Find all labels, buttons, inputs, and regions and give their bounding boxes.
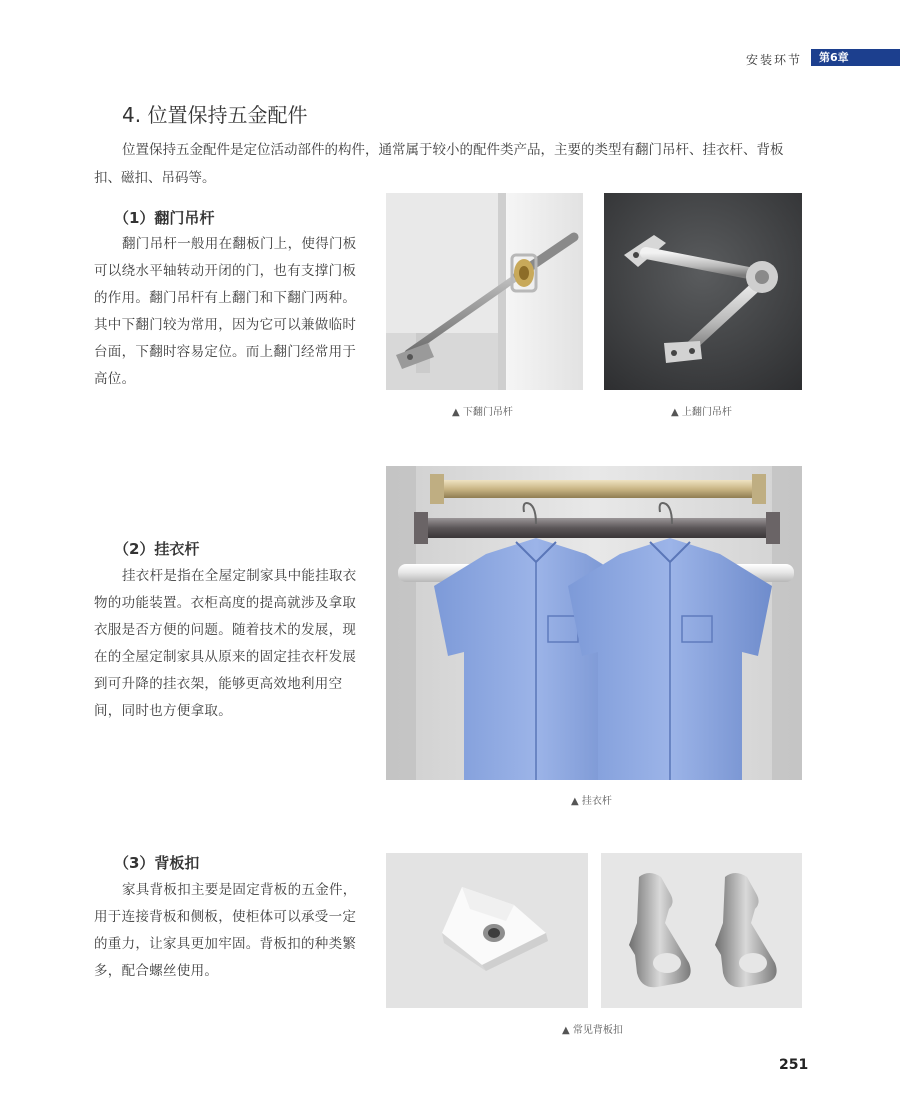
paragraph-clothes-rail: 挂衣杆是指在全屋定制家具中能挂取衣物的功能装置。衣柜高度的提高就涉及拿取衣服是否方便的问题。随着技术的发展，现在的全屋定制家具从原来的固定挂衣杆发展到可升降的挂衣架，能够更高效地利用空间，同时也方便拿取。 [94,568,357,719]
photo-lower-flap-stay [386,193,583,390]
photo-upper-flap-stay [604,193,802,390]
caption-clothes-rail: ▲ 挂衣杆 [571,792,612,807]
caption-lower-flap-stay: ▲ 下翻门吊杆 [452,403,513,418]
chapter-tab: 第6章 [811,49,900,66]
paragraph-flap-stay: 翻门吊杆一般用在翻板门上，使得门板可以绕水平轴转动开闭的门，也有支撑门板的作用。翻门吊杆有上翻门和下翻门两种。其中下翻门较为常用，因为它可以兼做临时台面，下翻时容易定位。而上翻门经常用于高位。 [94,236,357,387]
subsection-title-flap-stay: （1）翻门吊杆 [114,209,215,227]
photo-clothes-rail [386,466,802,780]
photo-metal-back-panel-clips [601,853,802,1008]
section-title: 4. 位置保持五金配件 [122,103,308,127]
page-number: 251 [779,1057,809,1073]
caption-back-panel-clip: ▲ 常见背板扣 [562,1021,623,1036]
subsection-title-back-panel-clip: （3）背板扣 [114,854,200,872]
running-header-section: 安装环节 [745,53,802,67]
paragraph-back-panel-clip: 家具背板扣主要是固定背板的五金件，用于连接背板和侧板，使柜体可以承受一定的重力，让家具更加牢固。背板扣的种类繁多，配合螺丝使用。 [94,882,357,979]
photo-plastic-back-panel-clip [386,853,588,1008]
caption-upper-flap-stay: ▲ 上翻门吊杆 [671,403,732,418]
subsection-title-clothes-rail: （2）挂衣杆 [114,540,200,558]
intro-paragraph: 位置保持五金配件是定位活动部件的构件，通常属于较小的配件类产品，主要的类型有翻门吊杆、挂衣杆、背板扣、磁扣、吊码等。 [94,142,784,186]
